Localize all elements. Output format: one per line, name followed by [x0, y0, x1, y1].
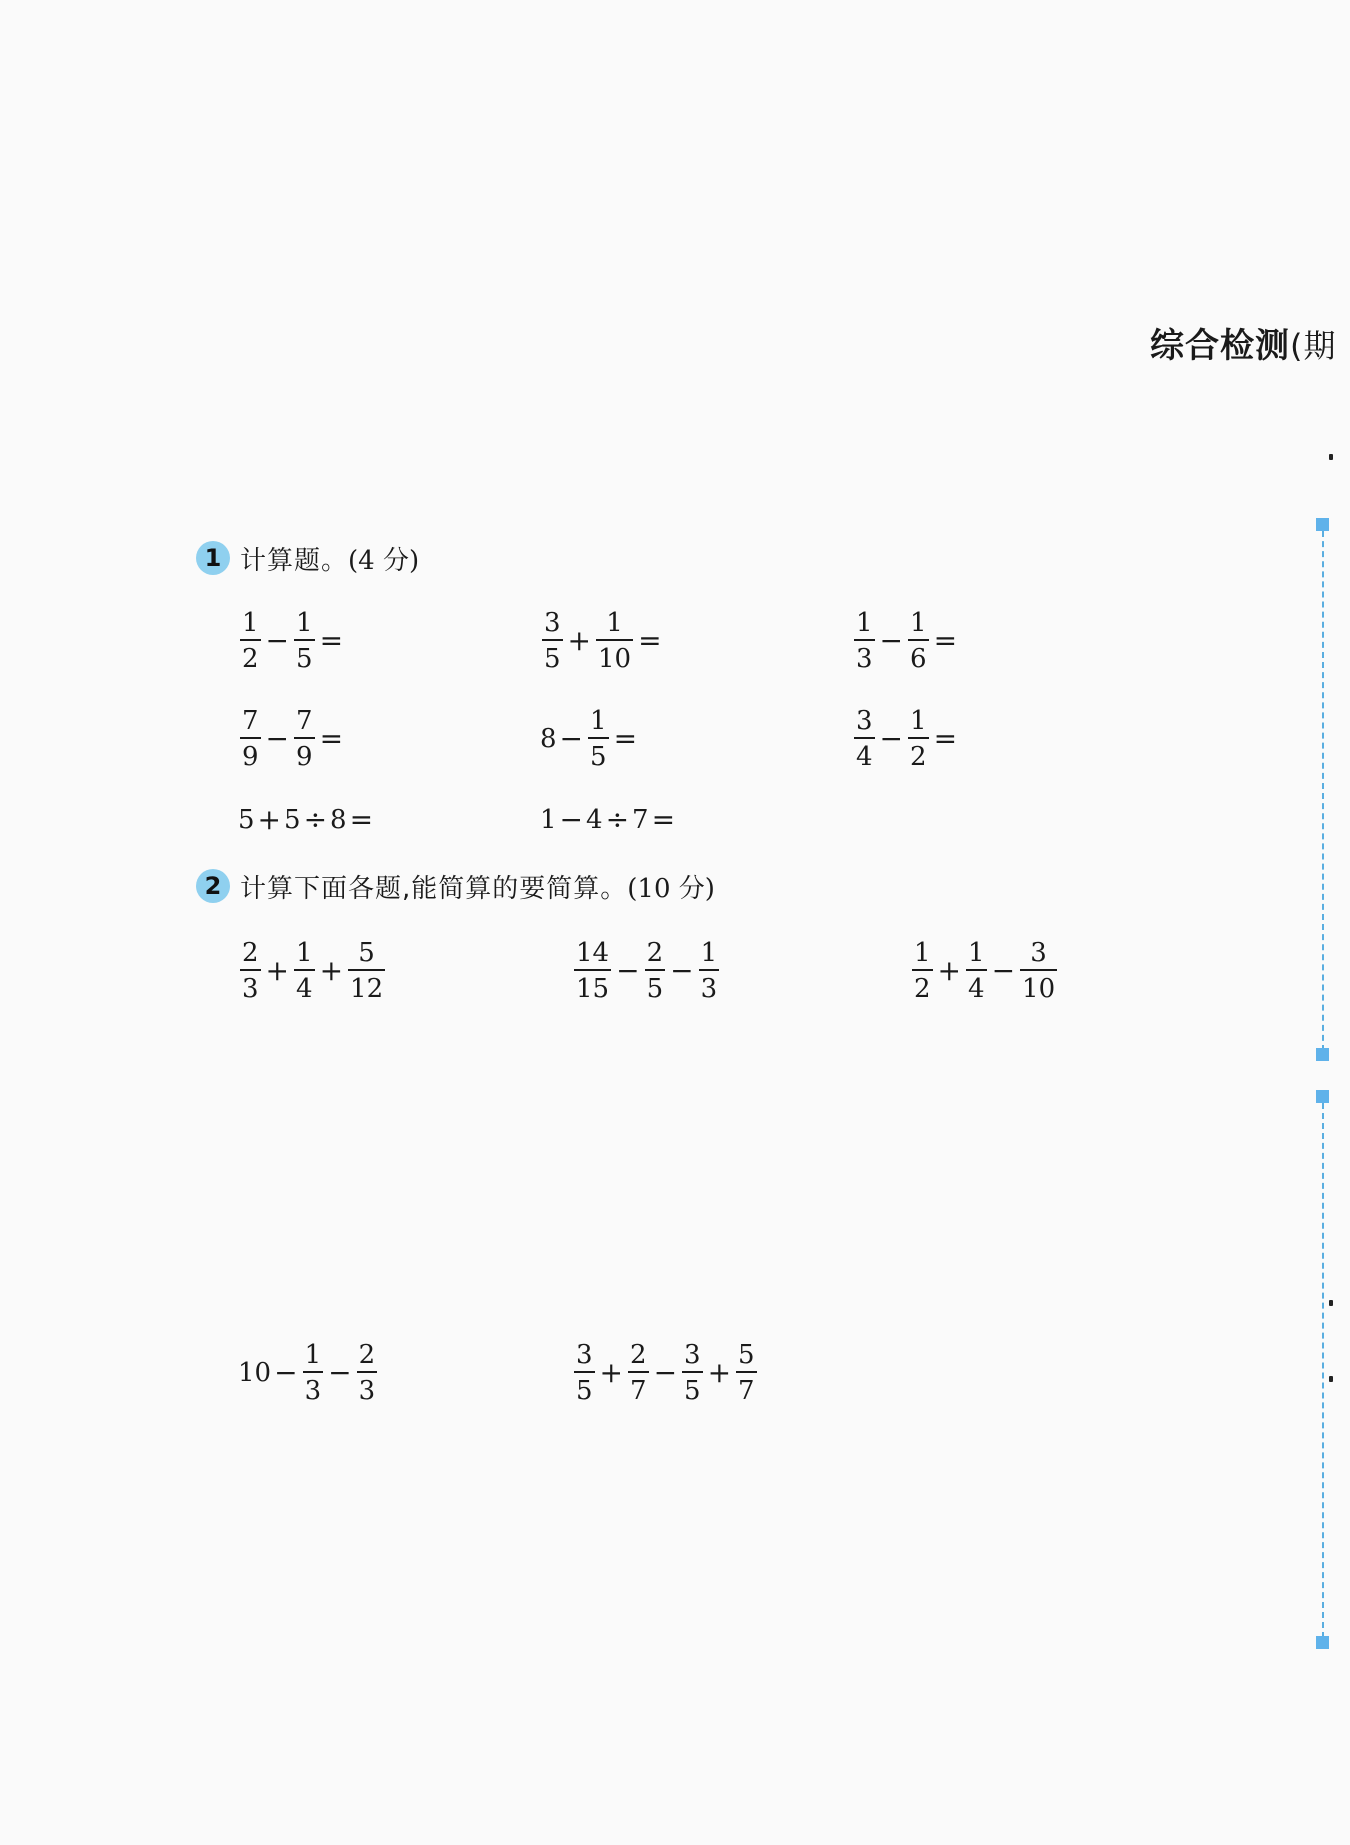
- fraction: [240, 708, 261, 770]
- q2-expression: [910, 940, 1059, 1002]
- denominator: 9: [242, 742, 259, 772]
- page-title-paren: (期: [1290, 327, 1337, 365]
- square-marker-icon: [1316, 518, 1329, 531]
- denominator: 7: [738, 1376, 755, 1406]
- operator: +: [567, 624, 592, 657]
- denominator: 3: [242, 974, 259, 1004]
- denominator: 5: [590, 742, 607, 772]
- operator: =: [638, 624, 662, 657]
- denominator: 4: [296, 974, 313, 1004]
- number: 8: [330, 805, 347, 835]
- question-2-points: (10 分): [627, 873, 715, 904]
- question-2-heading: [196, 866, 715, 906]
- operator: =: [319, 722, 344, 755]
- operator: −: [616, 954, 640, 987]
- numerator: 1: [296, 608, 313, 638]
- operator: −: [879, 624, 904, 657]
- circle-number-icon: 1: [196, 541, 230, 575]
- numerator: 1: [304, 1340, 322, 1370]
- denominator: 7: [630, 1376, 647, 1406]
- operator: −: [559, 803, 584, 836]
- denominator: 5: [646, 974, 664, 1004]
- fraction: [542, 610, 563, 672]
- number: 1: [540, 805, 557, 835]
- q1-expression: [238, 610, 346, 672]
- numerator: 1: [700, 938, 718, 968]
- denominator: 2: [242, 644, 259, 674]
- denominator: 10: [598, 644, 632, 674]
- operator: =: [933, 722, 958, 755]
- operator: =: [319, 624, 344, 657]
- denominator: 3: [358, 1376, 376, 1406]
- q1-expression: [540, 610, 665, 672]
- numerator: 2: [646, 938, 664, 968]
- fraction: [854, 708, 875, 770]
- numerator: 3: [684, 1340, 701, 1370]
- q1-expression: [238, 803, 376, 836]
- denominator: 15: [576, 974, 610, 1004]
- operator: −: [991, 954, 1016, 987]
- number: 5: [238, 805, 255, 835]
- operator: +: [599, 1356, 624, 1389]
- question-1-text: 计算题。: [240, 545, 349, 576]
- denominator: 9: [296, 742, 313, 772]
- number: 4: [586, 805, 603, 835]
- circle-number-icon: 2: [196, 869, 230, 903]
- numerator: 1: [910, 608, 927, 638]
- fraction: [240, 610, 261, 672]
- page-title: [1150, 318, 1337, 367]
- numerator: 3: [544, 608, 561, 638]
- square-marker-icon: [1316, 1090, 1329, 1103]
- fraction: [303, 1342, 324, 1404]
- fraction: [645, 940, 666, 1002]
- square-marker-icon: [1316, 1636, 1329, 1649]
- margin-dot: [1329, 1376, 1333, 1382]
- operator: +: [937, 954, 962, 987]
- numerator: 3: [576, 1340, 593, 1370]
- binding-line: [1322, 1103, 1324, 1638]
- denominator: 3: [304, 1376, 322, 1406]
- operator: −: [879, 722, 904, 755]
- fraction: [908, 610, 929, 672]
- operator: ÷: [303, 803, 328, 836]
- page-title-text: 综合检测: [1150, 326, 1290, 366]
- denominator: 12: [350, 974, 384, 1004]
- fraction: [357, 1342, 378, 1404]
- denominator: 5: [544, 644, 561, 674]
- operator: −: [274, 1356, 298, 1389]
- operator: −: [653, 1356, 678, 1389]
- operator: −: [265, 722, 290, 755]
- fraction: [588, 708, 609, 770]
- fraction: [912, 940, 933, 1002]
- fraction: [596, 610, 633, 672]
- denominator: 2: [914, 974, 931, 1004]
- fraction: [736, 1342, 757, 1404]
- number: 10: [238, 1358, 272, 1388]
- operator: +: [265, 954, 290, 987]
- numerator: 3: [856, 706, 873, 736]
- fraction: [682, 1342, 703, 1404]
- question-1-heading: [196, 538, 419, 578]
- question-2-text: 计算下面各题,能简算的要简算。: [240, 873, 628, 904]
- numerator: 1: [914, 938, 931, 968]
- fraction: [294, 708, 315, 770]
- operator: −: [670, 954, 694, 987]
- margin-dot: [1329, 454, 1333, 460]
- numerator: 7: [296, 706, 313, 736]
- operator: +: [257, 803, 282, 836]
- operator: ÷: [605, 803, 630, 836]
- fraction: [240, 940, 261, 1002]
- binding-line: [1322, 531, 1324, 1051]
- margin-dot: [1329, 1300, 1333, 1306]
- operator: −: [559, 722, 584, 755]
- q2-expression: [572, 1342, 759, 1404]
- numerator: 7: [242, 706, 259, 736]
- numerator: 1: [590, 706, 607, 736]
- operator: =: [933, 624, 958, 657]
- numerator: 14: [576, 938, 610, 968]
- fraction: [628, 1342, 649, 1404]
- fraction: [854, 610, 875, 672]
- numerator: 3: [1030, 938, 1047, 968]
- fraction: [294, 610, 315, 672]
- numerator: 1: [910, 706, 927, 736]
- fraction: [574, 1342, 595, 1404]
- number: 5: [284, 805, 301, 835]
- square-marker-icon: [1316, 1048, 1329, 1061]
- q1-expression: [852, 708, 960, 770]
- numerator: 1: [968, 938, 985, 968]
- q1-expression: [238, 708, 346, 770]
- numerator: 2: [242, 938, 259, 968]
- denominator: 5: [684, 1376, 701, 1406]
- denominator: 4: [968, 974, 985, 1004]
- operator: +: [707, 1356, 732, 1389]
- q2-expression: [238, 1342, 379, 1404]
- denominator: 10: [1022, 974, 1056, 1004]
- numerator: 2: [358, 1340, 376, 1370]
- numerator: 1: [606, 608, 623, 638]
- q1-expression: [540, 803, 678, 836]
- number: 8: [540, 724, 557, 754]
- operator: =: [349, 803, 374, 836]
- denominator: 3: [856, 644, 873, 674]
- denominator: 5: [576, 1376, 593, 1406]
- fraction: [966, 940, 987, 1002]
- fraction: [574, 940, 611, 1002]
- numerator: 1: [242, 608, 259, 638]
- q2-expression: [572, 940, 721, 1002]
- numerator: 1: [296, 938, 313, 968]
- operator: −: [265, 624, 290, 657]
- q1-expression: [852, 610, 960, 672]
- denominator: 4: [856, 742, 873, 772]
- operator: +: [319, 954, 344, 987]
- operator: =: [613, 722, 638, 755]
- q1-expression: [540, 708, 640, 770]
- numerator: 5: [358, 938, 375, 968]
- denominator: 5: [296, 644, 313, 674]
- fraction: [699, 940, 720, 1002]
- q2-expression: [238, 940, 387, 1002]
- denominator: 3: [700, 974, 718, 1004]
- fraction: [294, 940, 315, 1002]
- numerator: 2: [630, 1340, 647, 1370]
- fraction: [1020, 940, 1057, 1002]
- fraction: [348, 940, 385, 1002]
- denominator: 6: [910, 644, 927, 674]
- number: 7: [632, 805, 649, 835]
- denominator: 2: [910, 742, 927, 772]
- numerator: 5: [738, 1340, 755, 1370]
- numerator: 1: [856, 608, 873, 638]
- fraction: [908, 708, 929, 770]
- operator: =: [651, 803, 676, 836]
- question-1-points: (4 分): [348, 545, 420, 576]
- operator: −: [328, 1356, 352, 1389]
